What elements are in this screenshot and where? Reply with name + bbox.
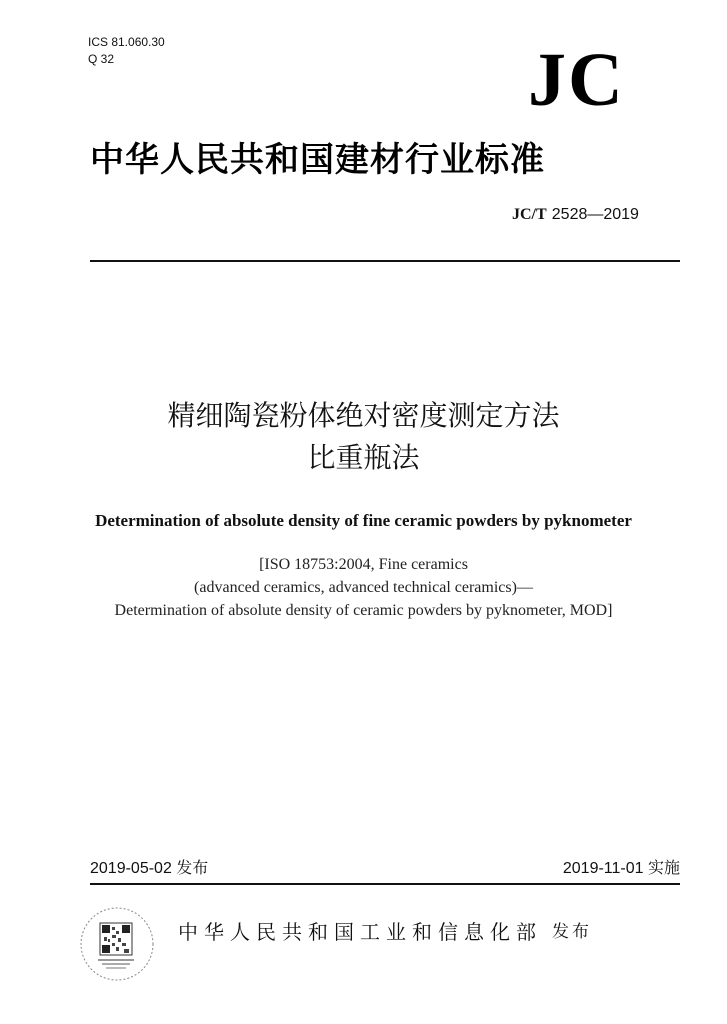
effective-date — [563, 858, 680, 879]
publisher-name: 中华人民共和国工业和信息化部 — [178, 920, 542, 944]
chinese-title-line-1: 精细陶瓷粉体绝对密度测定方法 — [167, 399, 560, 432]
ccs-code: Q 32 — [88, 52, 115, 66]
effective-date-label: 实施 — [647, 858, 680, 877]
chinese-title-line-2: 比重瓶法 — [307, 441, 420, 474]
issue-date-value: 2019-05-02 — [90, 860, 172, 877]
ics-code: ICS 81.060.30 — [88, 35, 165, 49]
top-divider — [90, 260, 680, 262]
standard-code-prefix: JC/T — [512, 206, 547, 223]
iso-reference-line-3: Determination of absolute density of ceramic powders by pyknometer, MOD] — [114, 602, 613, 619]
effective-date-value: 2019-11-01 — [562, 860, 644, 877]
standard-code-number: 2528—2019 — [551, 206, 639, 223]
english-title: Determination of absolute density of fine ceramic powders by pyknometer — [95, 511, 632, 530]
jc-logo: JC — [528, 38, 625, 122]
issue-date — [90, 858, 208, 879]
standard-code — [512, 204, 639, 225]
publisher-label: 发布 — [552, 922, 592, 942]
qr-seal-icon — [78, 905, 156, 983]
issue-date-label: 发布 — [176, 858, 209, 877]
bottom-divider — [90, 883, 680, 885]
classification-codes — [88, 34, 165, 68]
iso-reference-line-2: (advanced ceramics, advanced technical ceramics)— — [194, 579, 533, 596]
iso-reference-line-1: [ISO 18753:2004, Fine ceramics — [259, 556, 468, 573]
standard-category-title: 中华人民共和国建材行业标准 — [90, 140, 545, 180]
